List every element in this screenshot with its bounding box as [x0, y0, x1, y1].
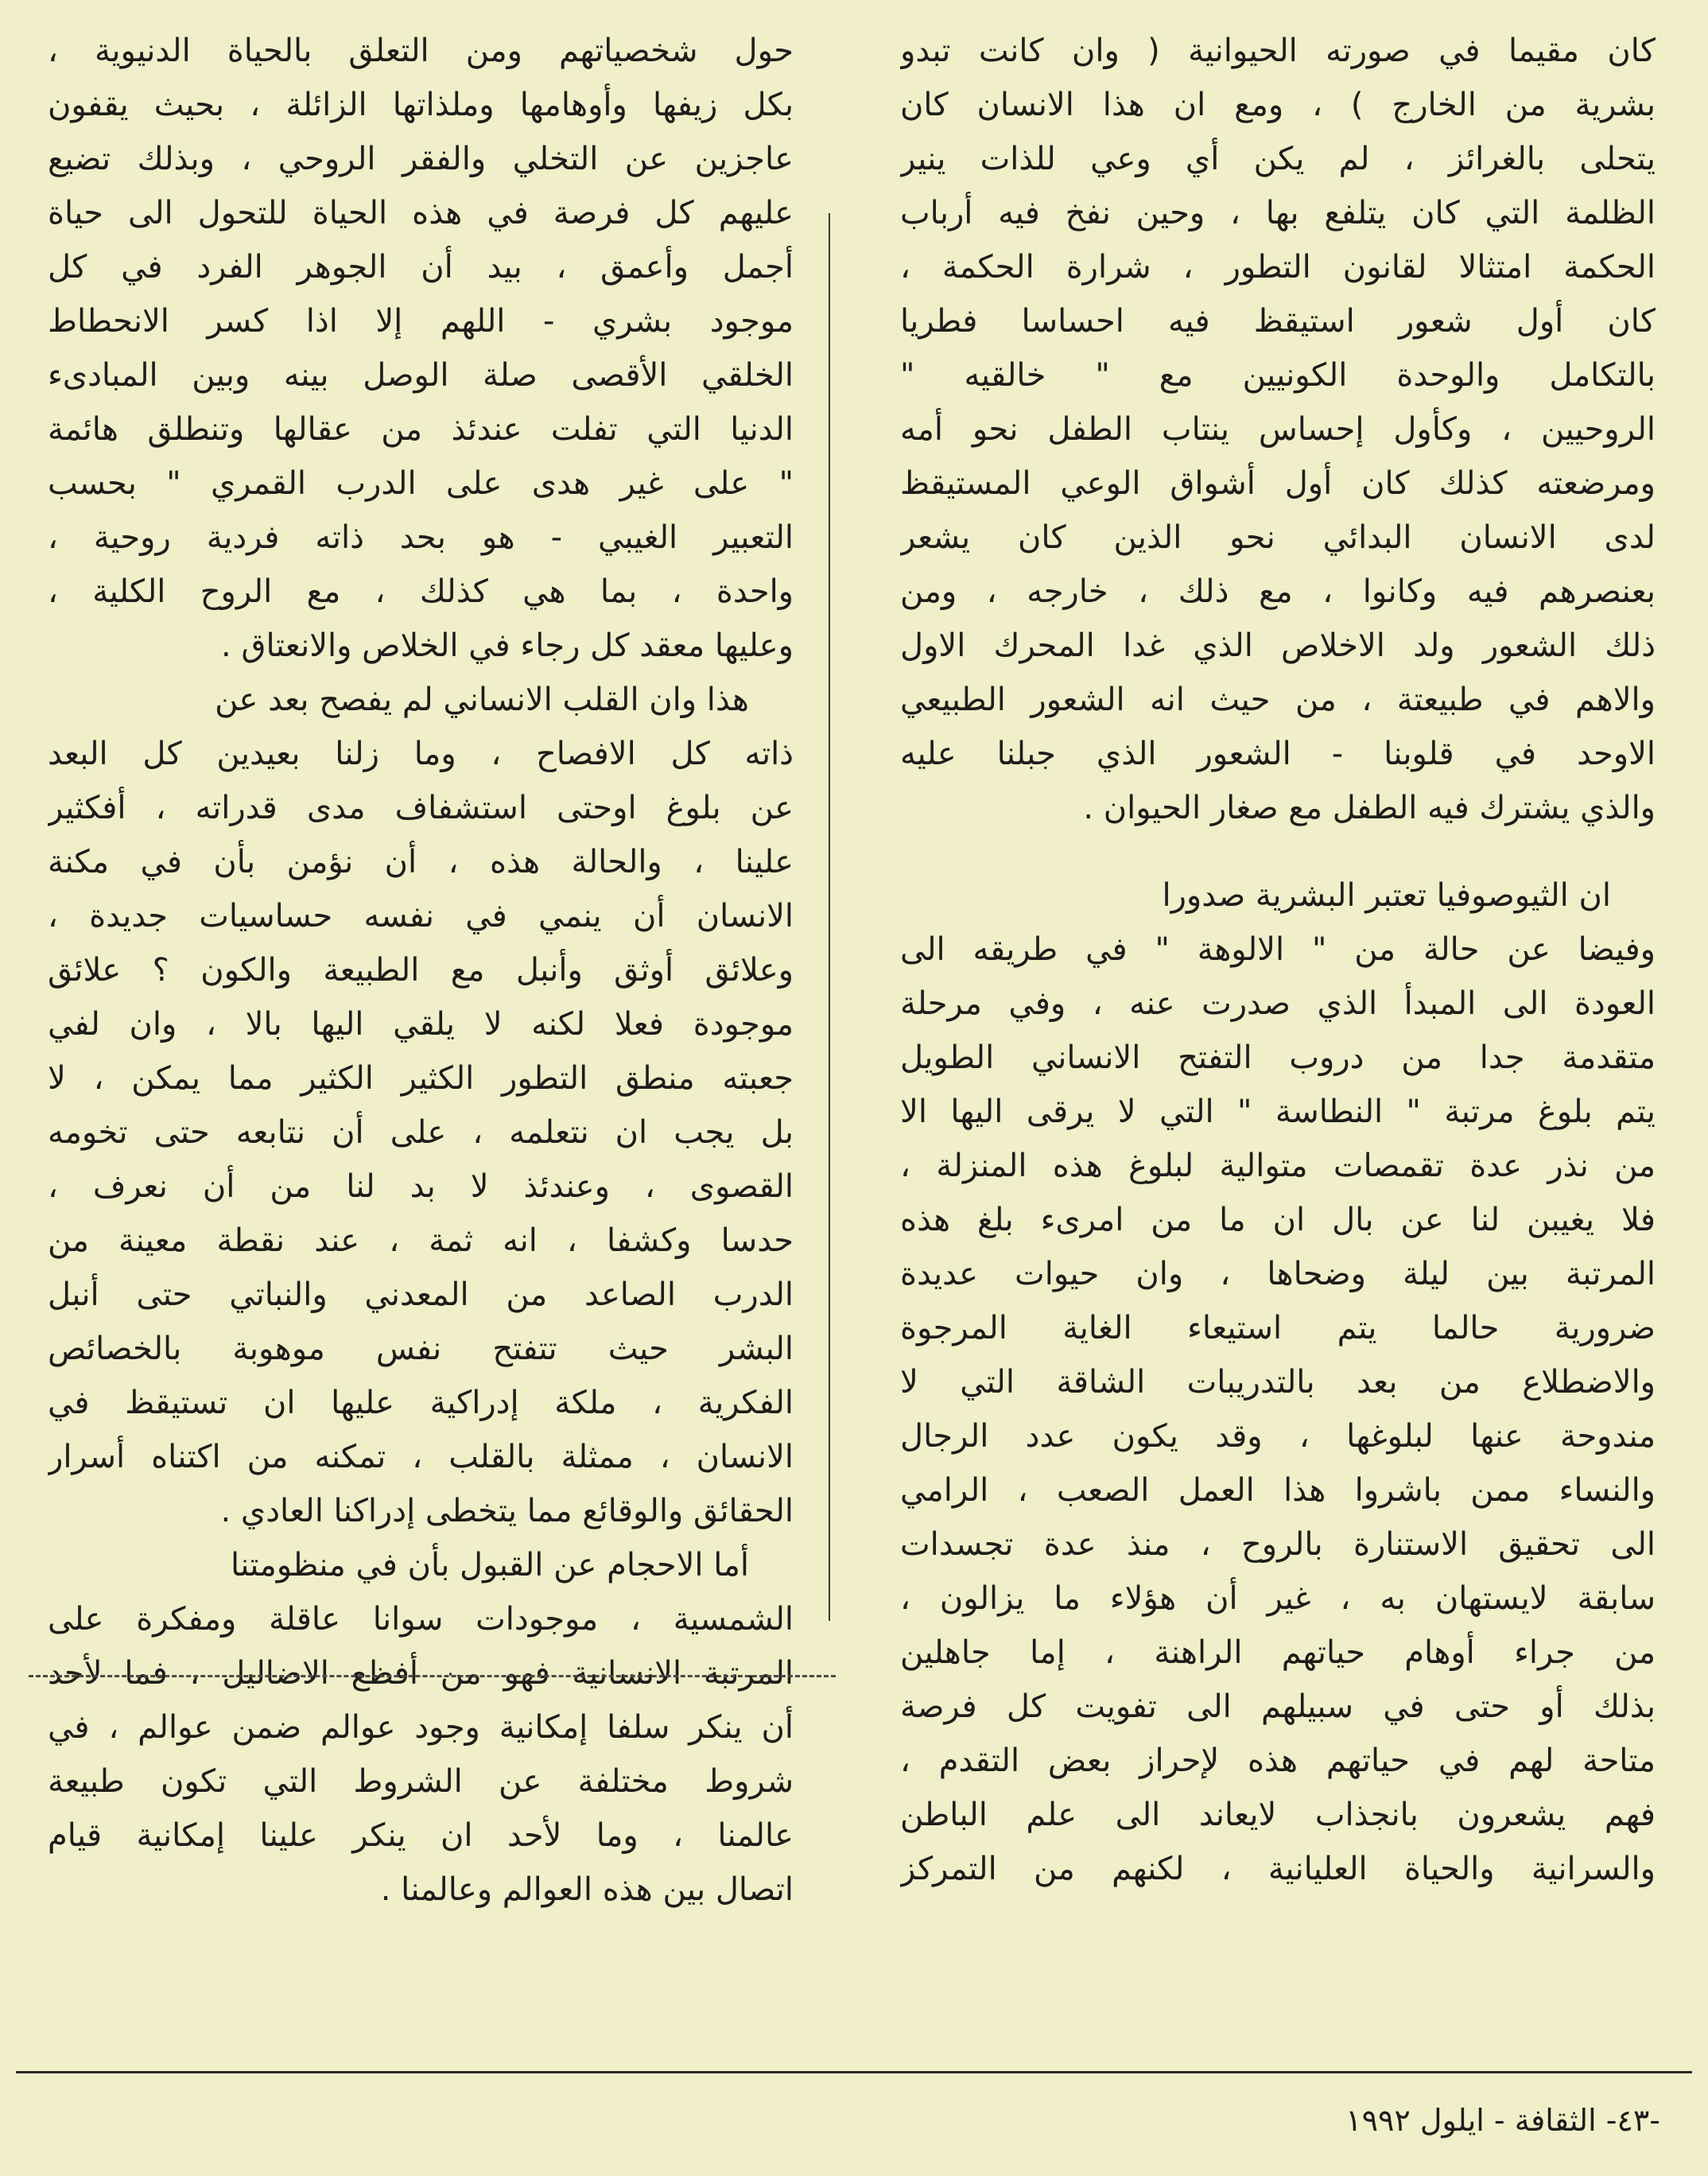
text-line: الحكمة امتثالا لقانون التطور ، شرارة الحكمة ،	[900, 249, 1656, 286]
left-column	[48, 24, 794, 1917]
text-line: سابقة لايستهان به ، غير أن هؤلاء ما يزالون ،	[900, 1580, 1656, 1617]
text-line: والذي يشترك فيه الطفل مع صغار الحيوان .	[1083, 790, 1656, 826]
right-paragraph-1	[900, 24, 1656, 835]
text-line: فلا يغيبن لنا عن بال ان ما من امرىء بلغ هذه	[900, 1202, 1656, 1238]
text-line: " على غير هدى على الدرب القمري " بحسب	[48, 465, 794, 502]
text-line: الظلمة التي كان يتلفع بها ، وحين نفخ فيه أرباب	[900, 195, 1656, 231]
text-line: الخلقي الأقصى صلة الوصل بينه وبين المبادىء	[48, 357, 794, 394]
text-line: الدرب الصاعد من المعدني والنباتي حتى أنبل	[48, 1276, 794, 1313]
text-line: الروحيين ، وكأول إحساس ينتاب الطفل نحو أمه	[900, 411, 1656, 448]
text-line: متقدمة جدا من دروب التفتح الانساني الطويل	[900, 1039, 1656, 1076]
text-line: ومرضعته كذلك كان أول أشواق الوعي المستيقظ	[900, 465, 1656, 502]
text-line: التعبير الغيبي - هو بحد ذاته فردية روحية ،	[48, 519, 794, 556]
left-paragraph-1	[48, 24, 794, 673]
text-line: المرتبة الانسانية فهو من أفظع الاضاليل ، فما لأحد	[48, 1655, 794, 1692]
text-line: متاحة لهم في حياتهم هذه لإحراز بعض التقدم ،	[900, 1743, 1656, 1779]
text-line: الفكرية ، ملكة إدراكية عليها ان تستيقظ في	[48, 1385, 794, 1421]
page-footer: -٤٣- الثقافة - ايلول ١٩٩٢	[1345, 2103, 1660, 2138]
text-line: بل يجب ان نتعلمه ، على أن نتابعه حتى تخومه	[48, 1114, 794, 1151]
text-line: كان أول شعور استيقظ فيه احساسا فطريا	[900, 303, 1656, 340]
text-line: حدسا وكشفا ، انه ثمة ، عند نقطة معينة من	[48, 1222, 794, 1259]
text-line: والاضطلاع من بعد بالتدريبات الشاقة التي لا	[900, 1364, 1656, 1401]
paragraph-gap	[900, 835, 1656, 868]
page-footer-rule	[16, 2071, 1692, 2073]
text-line: والنساء ممن باشروا هذا العمل الصعب ، الرامي	[900, 1472, 1656, 1509]
text-line: يتم بلوغ مرتبة " النطاسة " التي لا يرقى اليها الا	[900, 1094, 1656, 1130]
text-line: مندوحة عنها لبلوغها ، وقد يكون عدد الرجال	[900, 1418, 1656, 1455]
text-line: واحدة ، بما هي كذلك ، مع الروح الكلية ،	[48, 573, 794, 610]
text-line: أما الاحجام عن القبول بأن في منظومتنا	[231, 1547, 749, 1583]
text-line: والاهم في طبيعتة ، من حيث انه الشعور الطبيعي	[900, 682, 1656, 718]
text-line: علينا ، والحالة هذه ، أن نؤمن بأن في مكنة	[48, 844, 794, 880]
text-line: الانسان أن ينمي في نفسه حساسيات جديدة ،	[48, 898, 794, 935]
text-line: من نذر عدة تقمصات متوالية لبلوغ هذه المنزلة ،	[900, 1148, 1656, 1184]
right-paragraph-2	[900, 868, 1656, 1896]
column-divider	[829, 213, 830, 1621]
text-line: القصوى ، وعندئذ لا بد لنا من أن نعرف ،	[48, 1168, 794, 1205]
text-line: والسرانية والحياة العليانية ، لكنهم من التمركز	[900, 1851, 1656, 1887]
text-line: بكل زيفها وأوهامها وملذاتها الزائلة ، بحيث يقفون	[48, 87, 794, 123]
text-line: الانسان ، ممثلة بالقلب ، تمكنه من اكتناه أسرار	[48, 1439, 794, 1475]
text-line: موجودة فعلا لكنه لا يلقي اليها بالا ، وان لفي	[48, 1006, 794, 1043]
text-line: حول شخصياتهم ومن التعلق بالحياة الدنيوية ،	[48, 33, 794, 69]
text-line: ان الثيوصوفيا تعتبر البشرية صدورا	[1162, 877, 1611, 914]
text-line: الاوحد في قلوبنا - الشعور الذي جبلنا عليه	[900, 736, 1656, 772]
text-line: ذلك الشعور ولد الاخلاص الذي غدا المحرك الاول	[900, 628, 1656, 664]
left-paragraph-2	[48, 673, 794, 1538]
text-line: ذاته كل الافصاح ، وما زلنا بعيدين كل البعد	[48, 736, 794, 772]
text-line: الشمسية ، موجودات سوانا عاقلة ومفكرة على	[48, 1601, 794, 1638]
text-line: الدنيا التي تفلت عندئذ من عقالها وتنطلق هائمة	[48, 411, 794, 448]
text-line: عالمنا ، وما لأحد ان ينكر علينا إمكانية قيام	[48, 1817, 794, 1854]
text-line: الحقائق والوقائع مما يتخطى إدراكنا العادي .	[220, 1493, 794, 1529]
text-line: أجمل وأعمق ، بيد أن الجوهر الفرد في كل	[48, 249, 794, 286]
text-line: الى تحقيق الاستنارة بالروح ، منذ عدة تجسدات	[900, 1526, 1656, 1563]
text-line: ضرورية حالما يتم استيعاء الغاية المرجوة	[900, 1310, 1656, 1346]
text-line: وعلائق أوثق وأنبل مع الطبيعة والكون ؟ علائق	[48, 952, 794, 989]
left-paragraph-3	[48, 1538, 794, 1917]
text-line: عليهم كل فرصة في هذه الحياة للتحول الى حياة	[48, 195, 794, 231]
text-line: جعبته منطق التطور الكثير الكثير مما يمكن ، لا	[48, 1060, 794, 1097]
text-line: العودة الى المبدأ الذي صدرت عنه ، وفي مرحلة	[900, 985, 1656, 1022]
text-line: شروط مختلفة عن الشروط التي تكون طبيعة	[48, 1763, 794, 1800]
text-line: عاجزين عن التخلي والفقر الروحي ، وبذلك تضيع	[48, 141, 794, 177]
text-line: هذا وان القلب الانساني لم يفصح بعد عن	[215, 682, 749, 718]
text-line: يتحلى بالغرائز ، لم يكن أي وعي للذات ينير	[900, 141, 1656, 177]
text-line: المرتبة بين ليلة وضحاها ، وان حيوات عديدة	[900, 1256, 1656, 1292]
text-line: عن بلوغ اوحتى استشفاف مدى قدراته ، أفكثير	[48, 790, 794, 826]
text-line: أن ينكر سلفا إمكانية وجود عوالم ضمن عوالم ، في	[48, 1709, 794, 1746]
text-line: فهم يشعرون بانجذاب لايعاند الى علم الباطن	[900, 1797, 1656, 1833]
text-line: بالتكامل والوحدة الكونيين مع " خالقيه "	[900, 357, 1656, 394]
text-line: لدى الانسان البدائي نحو الذين كان يشعر	[900, 519, 1656, 556]
text-line: من جراء أوهام حياتهم الراهنة ، إما جاهلين	[900, 1634, 1656, 1671]
text-line: موجود بشري - اللهم إلا اذا كسر الانحطاط	[48, 303, 794, 340]
text-line: اتصال بين هذه العوالم وعالمنا .	[380, 1871, 794, 1908]
text-line: وفيضا عن حالة من " الالوهة " في طريقه الى	[900, 931, 1656, 968]
column-end-rule	[29, 1675, 836, 1677]
text-line: كان مقيما في صورته الحيوانية ( وان كانت تبدو	[900, 33, 1656, 69]
text-line: بذلك أو حتى في سبيلهم الى تفويت كل فرصة	[900, 1688, 1656, 1725]
text-line: بشرية من الخارج ) ، ومع ان هذا الانسان كان	[900, 87, 1656, 123]
text-line: وعليها معقد كل رجاء في الخلاص والانعتاق .	[221, 628, 794, 664]
text-line: بعنصرهم فيه وكانوا ، مع ذلك ، خارجه ، ومن	[900, 573, 1656, 610]
right-column	[900, 24, 1656, 1896]
text-line: البشر حيث تتفتح نفس موهوبة بالخصائص	[48, 1331, 794, 1367]
